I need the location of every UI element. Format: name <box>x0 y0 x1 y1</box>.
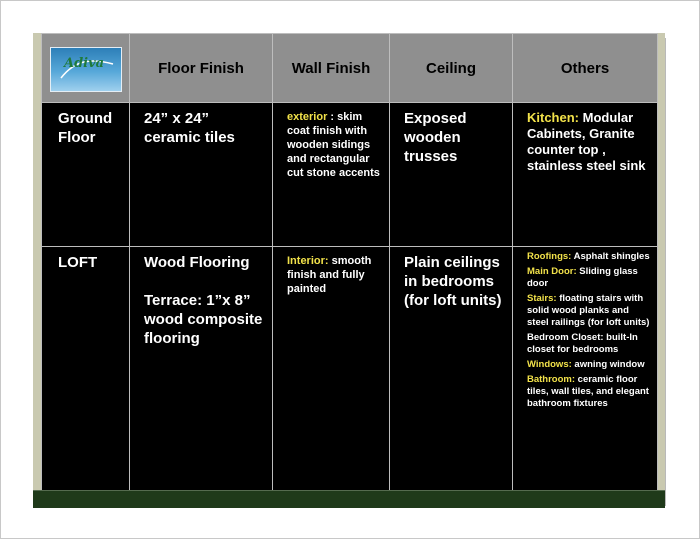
ground-wall-label: exterior <box>287 111 328 123</box>
loft-wall-text: smooth finish and fully painted <box>287 255 372 295</box>
company-logo <box>50 47 122 92</box>
logo-cell <box>42 34 130 103</box>
item-text: floating stairs with solid wood planks and steel railings (for loft units) <box>527 293 650 328</box>
item-text: Sliding glass door <box>527 266 638 289</box>
column-header-floor-finish: Floor Finish <box>130 34 273 103</box>
item-label: Windows: <box>527 359 572 370</box>
list-item <box>527 266 653 290</box>
ground-ceiling: Exposed wooden trusses <box>390 103 513 247</box>
item-label: Bathroom: <box>527 374 576 385</box>
item-label: Roofings: <box>527 251 572 262</box>
column-header-wall-finish: Wall Finish <box>273 34 390 103</box>
item-text: awning window <box>571 359 645 370</box>
column-header-others: Others <box>513 34 658 103</box>
list-item <box>527 332 653 356</box>
loft-wall-label: Interior: <box>287 255 329 267</box>
loft-others <box>513 247 658 492</box>
ground-others <box>513 103 658 247</box>
loft-floor-line-2: Terrace: 1”x 8” wood composite flooring <box>144 292 263 347</box>
slide-footer-bar <box>33 490 665 508</box>
column-header-ceiling: Ceiling <box>390 34 513 103</box>
list-item <box>527 374 653 410</box>
table-row-ground-floor <box>42 103 658 247</box>
list-item <box>527 293 653 329</box>
loft-floor-line-1: Wood Flooring <box>144 254 250 271</box>
ground-floor-finish: 24” x 24” ceramic tiles <box>130 103 273 247</box>
ground-others-text: Modular Cabinets, Granite counter top , stainless steel sink <box>527 110 646 173</box>
ground-others-label: Kitchen: <box>527 110 579 125</box>
row-label-ground-floor <box>42 103 130 247</box>
ground-wall-finish <box>273 103 390 247</box>
item-text: ceramic floor tiles, wall tiles, and elegant bathroom fixtures <box>527 374 649 409</box>
spacer <box>144 272 266 291</box>
row-label-line-2: Floor <box>58 129 96 146</box>
list-item <box>527 251 653 263</box>
slide-right-strip <box>657 33 665 490</box>
item-label: Stairs: <box>527 293 557 304</box>
table-header-row <box>42 34 658 103</box>
row-label-loft: LOFT <box>42 247 130 492</box>
item-label: Main Door: <box>527 266 577 277</box>
finishes-table <box>41 33 658 492</box>
table-row-loft <box>42 247 658 492</box>
list-item <box>527 359 653 371</box>
loft-floor-finish <box>130 247 273 492</box>
ground-wall-text: : skim coat finish with wooden sidings and rectangular cut stone accents <box>287 111 380 179</box>
slide-left-strip <box>33 33 41 490</box>
row-label-line-1: Ground <box>58 110 113 127</box>
item-text: Bedroom Closet: built-In closet for bedrooms <box>527 332 638 355</box>
logo-text: Adiva <box>64 56 105 71</box>
loft-wall-finish <box>273 247 390 492</box>
loft-ceiling: Plain ceilings in bedrooms (for loft units) <box>390 247 513 492</box>
item-text: Asphalt shingles <box>571 251 650 262</box>
